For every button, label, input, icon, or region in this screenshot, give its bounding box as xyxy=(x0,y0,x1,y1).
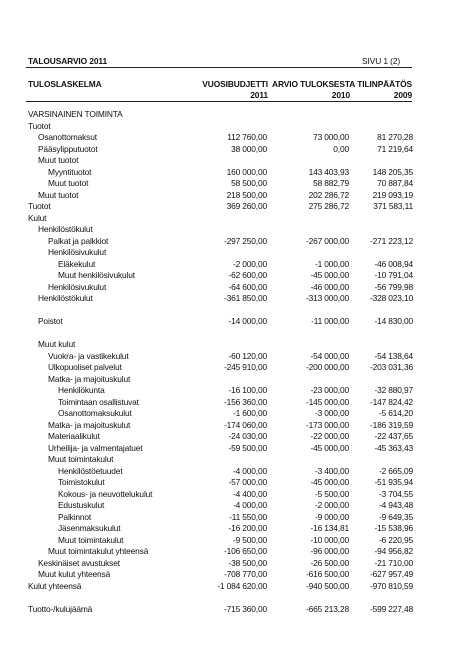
table-row xyxy=(0,258,466,270)
value-estimate-2010: -26 500,00 xyxy=(310,557,349,568)
row-label: Kokous- ja neuvottelukulut xyxy=(58,488,153,499)
row-label: Edustuskulut xyxy=(58,500,105,510)
table-row xyxy=(0,545,466,557)
value-budget-2011: -4 000,00 xyxy=(232,500,267,510)
row-label: Henkilöstökulut xyxy=(38,224,93,234)
value-statement-2009: -970 810,59 xyxy=(369,580,413,591)
row-label: Palkat ja palkkiot xyxy=(48,235,109,246)
row-label: Muut kulut xyxy=(38,339,76,349)
row-label: Henkilösivukulut xyxy=(48,247,107,257)
table-row xyxy=(0,166,466,178)
value-estimate-2010: -145 000,00 xyxy=(305,396,349,407)
value-statement-2009: 71 219,64 xyxy=(377,143,413,154)
table-row xyxy=(0,269,466,281)
row-label: Toimistokulut xyxy=(58,477,105,487)
column-header-budget-year: 2011 xyxy=(250,90,268,100)
value-statement-2009: -56 799,98 xyxy=(374,281,413,292)
value-budget-2011: 160 000,00 xyxy=(226,166,267,177)
value-budget-2011: -57 000,00 xyxy=(228,477,267,487)
value-budget-2011: -9 500,00 xyxy=(232,534,267,545)
value-budget-2011: -297 250,00 xyxy=(223,235,267,246)
row-label: Osanottomaksut xyxy=(38,132,97,142)
value-budget-2011: -156 360,00 xyxy=(223,396,267,407)
row-label: Muut toimintakulut xyxy=(48,454,114,464)
table-row xyxy=(0,476,466,488)
table-row xyxy=(0,568,466,580)
value-budget-2011: -174 060,00 xyxy=(223,419,267,430)
row-label: Jäsenmaksukulut xyxy=(58,523,121,533)
value-statement-2009: -6 220,95 xyxy=(378,534,413,545)
table-row xyxy=(0,603,466,615)
value-estimate-2010: -173 000,00 xyxy=(305,419,349,430)
column-header-statement-year: 2009 xyxy=(393,90,412,100)
row-label: Urheilija- ja valmentajatuet xyxy=(48,442,143,453)
table-row xyxy=(0,453,466,465)
value-budget-2011: -16 100,00 xyxy=(228,385,267,395)
value-estimate-2010: -940 500,00 xyxy=(305,580,349,591)
value-estimate-2010: -200 000,00 xyxy=(305,362,349,372)
value-estimate-2010: -1 000,00 xyxy=(314,258,349,269)
value-estimate-2010: -3 400,00 xyxy=(314,465,349,476)
table-row xyxy=(0,281,466,293)
column-header-budget: VUOSIBUDJETTI xyxy=(202,79,268,89)
row-label: Palkinnot xyxy=(58,511,92,522)
value-statement-2009: -5 614,20 xyxy=(378,408,413,418)
value-statement-2009: 70 887,84 xyxy=(377,178,413,188)
value-estimate-2010: -2 000,00 xyxy=(314,500,349,510)
value-statement-2009: -14 830,00 xyxy=(374,316,413,326)
table-row xyxy=(0,338,466,350)
value-budget-2011: -715 360,00 xyxy=(223,603,267,614)
value-estimate-2010: -45 000,00 xyxy=(310,477,349,487)
value-statement-2009: -9 649,35 xyxy=(378,511,413,522)
value-budget-2011: -361 850,00 xyxy=(223,293,267,303)
row-label: Eläkekulut xyxy=(58,258,96,269)
table-row xyxy=(0,108,466,120)
value-estimate-2010: -45 000,00 xyxy=(310,442,349,453)
value-estimate-2010: -5 500,00 xyxy=(314,488,349,499)
value-estimate-2010: -11 000,00 xyxy=(311,316,349,326)
value-budget-2011: -38 500,00 xyxy=(228,557,267,568)
table-row xyxy=(0,177,466,189)
value-estimate-2010: -313 000,00 xyxy=(305,293,349,303)
table-row xyxy=(0,373,466,385)
value-budget-2011: -24 030,00 xyxy=(228,431,267,441)
value-statement-2009: 371 583,11 xyxy=(373,201,413,211)
table-row xyxy=(0,499,466,511)
value-estimate-2010: -45 000,00 xyxy=(310,270,349,280)
table-row xyxy=(0,143,466,155)
row-label: Matka- ja majoituskulut xyxy=(48,419,131,430)
row-label: Osanottomaksukulut xyxy=(58,408,132,418)
value-statement-2009: -203 031,36 xyxy=(369,362,413,372)
row-label: Tuotot xyxy=(28,201,51,211)
table-row xyxy=(0,200,466,212)
value-budget-2011: -708 770,00 xyxy=(223,569,267,579)
value-statement-2009: -599 227,48 xyxy=(369,603,413,614)
value-statement-2009: -54 138,64 xyxy=(374,350,413,361)
row-label: Pääsylipputuotot xyxy=(38,143,98,154)
row-label: Muut tuotot xyxy=(48,178,89,188)
row-label: Vuokra- ja vastikekulut xyxy=(48,350,129,361)
value-budget-2011: 369 260,00 xyxy=(226,201,267,211)
value-statement-2009: -46 008,94 xyxy=(374,258,413,269)
row-label: Ulkopuoliset palvelut xyxy=(48,362,122,372)
table-row xyxy=(0,304,466,316)
column-header-statement: TILINPÄÄTÖS xyxy=(357,79,412,89)
row-label: Kulut yhteensä xyxy=(28,580,82,591)
value-budget-2011: 38 000,00 xyxy=(231,143,267,154)
row-label: Muut toimintakulut xyxy=(58,534,124,545)
column-header-estimate: ARVIO TULOKSESTA xyxy=(272,79,356,89)
value-estimate-2010: -46 000,00 xyxy=(310,281,349,292)
value-statement-2009: -147 824,42 xyxy=(369,396,413,407)
table-row xyxy=(0,580,466,592)
value-budget-2011: -2 000,00 xyxy=(232,258,267,269)
table-row xyxy=(0,591,466,603)
table-row xyxy=(0,557,466,569)
table-row xyxy=(0,292,466,304)
value-budget-2011: -1 600,00 xyxy=(232,408,267,418)
value-estimate-2010: -22 000,00 xyxy=(310,431,349,441)
table-row xyxy=(0,235,466,247)
value-budget-2011: 58 500,00 xyxy=(231,178,267,188)
value-estimate-2010: 202 286,72 xyxy=(308,189,349,200)
value-budget-2011: -11 550,00 xyxy=(229,511,267,522)
column-header-estimate-year: 2010 xyxy=(331,90,350,100)
table-row xyxy=(0,120,466,132)
row-label: Matka- ja majoituskulut xyxy=(48,373,131,384)
row-label: Toimintaan osallistuvat xyxy=(58,396,139,407)
value-statement-2009: 219 093,19 xyxy=(372,189,413,200)
value-estimate-2010: -96 000,00 xyxy=(310,546,349,556)
row-label: Muut tuotot xyxy=(38,189,79,200)
value-statement-2009: -3 704,55 xyxy=(378,488,413,499)
section-heading: TULOSLASKELMA xyxy=(28,79,102,89)
value-statement-2009: -51 935,94 xyxy=(374,477,413,487)
value-statement-2009: -4 943,48 xyxy=(378,500,413,510)
table-row xyxy=(0,154,466,166)
value-budget-2011: 112 760,00 xyxy=(227,132,267,142)
table-row xyxy=(0,223,466,235)
value-statement-2009: -328 023,10 xyxy=(369,293,413,303)
value-estimate-2010: -3 000,00 xyxy=(314,408,349,418)
value-statement-2009: 81 270,28 xyxy=(377,132,413,142)
table-row xyxy=(0,465,466,477)
value-statement-2009: -22 437,65 xyxy=(374,431,413,441)
row-label: Muut henkilösivukulut xyxy=(58,270,135,280)
value-statement-2009: -21 710,00 xyxy=(374,557,413,568)
table-row xyxy=(0,511,466,523)
table-row xyxy=(0,534,466,546)
row-label: Muut tuotot xyxy=(38,155,79,165)
row-label: Muut toimintakulut yhteensä xyxy=(48,546,149,556)
row-label: Henkilösivukulut xyxy=(48,281,107,292)
value-budget-2011: -4 400,00 xyxy=(232,488,267,499)
table-row xyxy=(0,407,466,419)
value-estimate-2010: 0,00 xyxy=(333,143,349,154)
title-rule xyxy=(26,67,412,68)
table-row xyxy=(0,488,466,500)
row-label: Henkilökunta xyxy=(58,385,105,395)
row-label: Poistot xyxy=(38,316,63,326)
row-label: VARSINAINEN TOIMINTA xyxy=(28,109,123,119)
table-row xyxy=(0,430,466,442)
row-label: Myyntituotot xyxy=(48,166,92,177)
value-estimate-2010: -23 000,00 xyxy=(310,385,349,395)
page-number: SIVU 1 (2) xyxy=(362,56,401,66)
table-row xyxy=(0,361,466,373)
value-statement-2009: -627 957,49 xyxy=(369,569,413,579)
value-estimate-2010: -267 000,00 xyxy=(305,235,349,246)
table-row xyxy=(0,327,466,339)
row-label: Muut kulut yhteensä xyxy=(38,569,111,579)
value-budget-2011: 218 500,00 xyxy=(226,189,267,200)
value-budget-2011: -4 000,00 xyxy=(232,465,267,476)
table-row xyxy=(0,442,466,454)
value-statement-2009: -45 363,43 xyxy=(374,442,413,453)
table-row xyxy=(0,212,466,224)
row-label: Tuotot xyxy=(28,120,51,131)
value-statement-2009: 148 205,35 xyxy=(372,166,413,177)
row-label: Tuotto-/kulujäämä xyxy=(28,603,93,614)
row-label: Kulut xyxy=(28,212,47,223)
row-label: Henkilöstöetuudet xyxy=(58,465,123,476)
value-budget-2011: -64 600,00 xyxy=(228,281,267,292)
value-budget-2011: -60 120,00 xyxy=(228,350,267,361)
value-estimate-2010: 143 403,93 xyxy=(308,166,349,177)
value-estimate-2010: -616 500,00 xyxy=(305,569,349,579)
value-budget-2011: -1 084 620,00 xyxy=(217,580,267,591)
row-label: Keskinäiset avustukset xyxy=(38,557,120,568)
table-row xyxy=(0,384,466,396)
value-estimate-2010: 73 000,00 xyxy=(313,132,349,142)
value-estimate-2010: -10 000,00 xyxy=(310,534,349,545)
row-label: Materiaalikulut xyxy=(48,431,100,441)
row-label: Henkilöstökulut xyxy=(38,293,93,303)
value-statement-2009: -10 791,04 xyxy=(374,270,413,280)
value-estimate-2010: -9 000,00 xyxy=(314,511,349,522)
header-rule xyxy=(26,101,412,102)
value-statement-2009: -94 956,82 xyxy=(374,546,413,556)
value-estimate-2010: -54 000,00 xyxy=(310,350,349,361)
value-budget-2011: -62 600,00 xyxy=(228,270,267,280)
value-statement-2009: -186 319,59 xyxy=(369,419,413,430)
value-statement-2009: -32 880,97 xyxy=(374,385,413,395)
value-budget-2011: -14 000,00 xyxy=(228,316,267,326)
table-row xyxy=(0,419,466,431)
document-title: TALOUSARVIO 2011 xyxy=(28,56,108,66)
table-row xyxy=(0,396,466,408)
value-budget-2011: -245 910,00 xyxy=(223,362,267,372)
table-row xyxy=(0,189,466,201)
value-budget-2011: -16 200,00 xyxy=(228,523,267,533)
table-row xyxy=(0,350,466,362)
value-estimate-2010: 275 286,72 xyxy=(308,201,349,211)
value-statement-2009: -2 665,09 xyxy=(378,465,413,476)
value-estimate-2010: -16 134,81 xyxy=(310,523,349,533)
table-row xyxy=(0,246,466,258)
value-estimate-2010: -665 213,28 xyxy=(305,603,349,614)
table-row xyxy=(0,315,466,327)
table-row xyxy=(0,131,466,143)
value-statement-2009: -271 223,12 xyxy=(369,235,413,246)
value-statement-2009: -15 538,96 xyxy=(374,523,413,533)
value-budget-2011: -106 650,00 xyxy=(223,546,267,556)
table-row xyxy=(0,522,466,534)
value-estimate-2010: 58 882,79 xyxy=(313,178,349,188)
value-budget-2011: -59 500,00 xyxy=(228,442,267,453)
